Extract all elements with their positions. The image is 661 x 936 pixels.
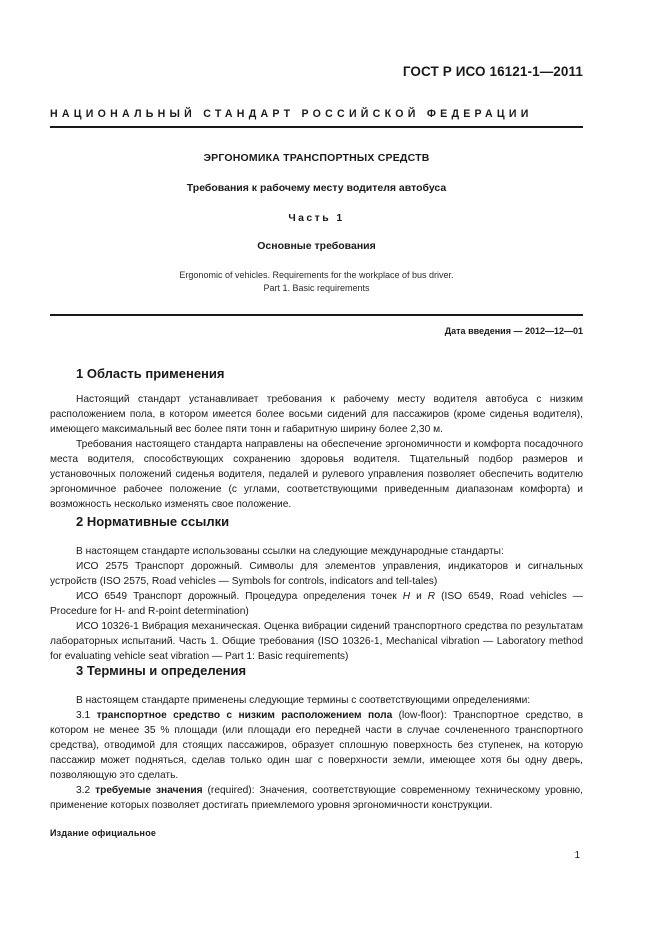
section-3-heading: 3 Термины и определения: [76, 663, 247, 678]
term-3-1-number: 3.1: [76, 710, 97, 721]
document-subtitle: Требования к рабочему месту водителя автобуса: [186, 182, 447, 194]
ref-iso-6549-text-b: (ISO 6549, Road vehicles — Procedure for H- and R-point determination): [50, 591, 583, 617]
r-point-symbol: R: [427, 591, 436, 602]
national-standard-banner: НАЦИОНАЛЬНЫЙ СТАНДАРТ РОССИЙСКОЙ ФЕДЕРАЦИИ: [50, 108, 533, 120]
section-2-heading: 2 Нормативные ссылки: [76, 514, 230, 529]
term-3-2-definition: (required): Значения, соответствующие современному техническому уровню, применение которых позволяет достигать приемлемого уровня эргономичности конструкции.: [50, 785, 583, 811]
part-label: Часть 1: [288, 212, 345, 224]
ref-iso-6549-and: и: [410, 591, 428, 602]
terms-and-definitions: [50, 693, 583, 813]
reference-iso-6549: [50, 589, 583, 619]
document-title: ЭРГОНОМИКА ТРАНСПОРТНЫХ СРЕДСТВ: [203, 152, 430, 164]
official-edition-note: Издание официальное: [50, 828, 157, 838]
term-3-1-name: транспортное средство с низким расположением пола: [96, 710, 393, 721]
ref-iso-6549-text-a: ИСО 6549 Транспорт дорожный. Процедура определения точек: [76, 591, 403, 602]
document-id: ГОСТ Р ИСО 16121-1—2011: [402, 64, 583, 79]
term-3-1: [50, 708, 583, 783]
reference-iso-10326-1: ИСО 10326-1 Вибрация механическая. Оценка вибрации сидений транспортного средства по результатам лабораторных испытаний. Часть 1. Общие требования (ISO 10326-1, Mechanical vibration — Laboratory method for evaluating vehicle seat vibration — Part 1: Basic requirements): [50, 621, 583, 662]
terms-intro: В настоящем стандарте применены следующие термины с соответствующими определениями:: [76, 695, 531, 706]
title-divider: [50, 314, 583, 316]
section-1-heading: 1 Область применения: [76, 366, 225, 381]
term-3-1-definition: (low-floor): Транспортное средство, в котором не менее 35 % площади (или площади его передней части в случае сочлененного транспортного средства), отводимой для стоящих пассажиров, образует сплошную поверхность без ступенек, на которую пассажир может подняться, сделав только один шаг с поверхности земли, имеющее хотя бы одну дверь, позволяющую это сделать.: [50, 710, 583, 781]
term-3-2: [50, 783, 583, 813]
header-divider: [50, 126, 583, 128]
part-title: Основные требования: [257, 240, 376, 252]
english-title-line-1: Ergonomic of vehicles. Requirements for the workplace of bus driver.: [179, 270, 454, 280]
term-3-2-number: 3.2: [76, 785, 96, 796]
normative-references: [50, 544, 583, 664]
section-1-paragraph-2: Требования настоящего стандарта направлены на обеспечение эргономичности и комфорта посадочного места водителя, способствующих сохранению здоровья водителя. Тщательный подбор размеров и установочных положений сиденья водителя, педалей и рулевого управления позволяет обеспечить водителю эргономичное рабочее положение (с углами, соответствующими приведенным диапазонам комфорта) и возможность несколько изменять свое положение.: [50, 439, 583, 510]
page-number: 1: [574, 850, 580, 861]
term-3-2-name: требуемые значения: [95, 785, 203, 796]
h-point-symbol: H: [402, 591, 411, 602]
english-title-line-2: Part 1. Basic requirements: [263, 283, 370, 293]
references-intro: В настоящем стандарте использованы ссылки на следующие международные стандарты:: [76, 546, 504, 557]
reference-iso-2575: ИСО 2575 Транспорт дорожный. Символы для элементов управления, индикаторов и сигнальных устройств (ISO 2575, Road vehicles — Symbols for controls, indicators and tell-tales): [50, 561, 583, 587]
section-1-paragraph-1: Настоящий стандарт устанавливает требования к рабочему месту водителя автобуса с низким расположением пола, в котором имеется более восьми сидений для пассажиров (кроме сиденья водителя), имеющего максимальный вес более пяти тонн и габаритную ширину более 2,30 м.: [50, 394, 583, 435]
introduction-date: Дата введения — 2012—12—01: [444, 326, 583, 336]
